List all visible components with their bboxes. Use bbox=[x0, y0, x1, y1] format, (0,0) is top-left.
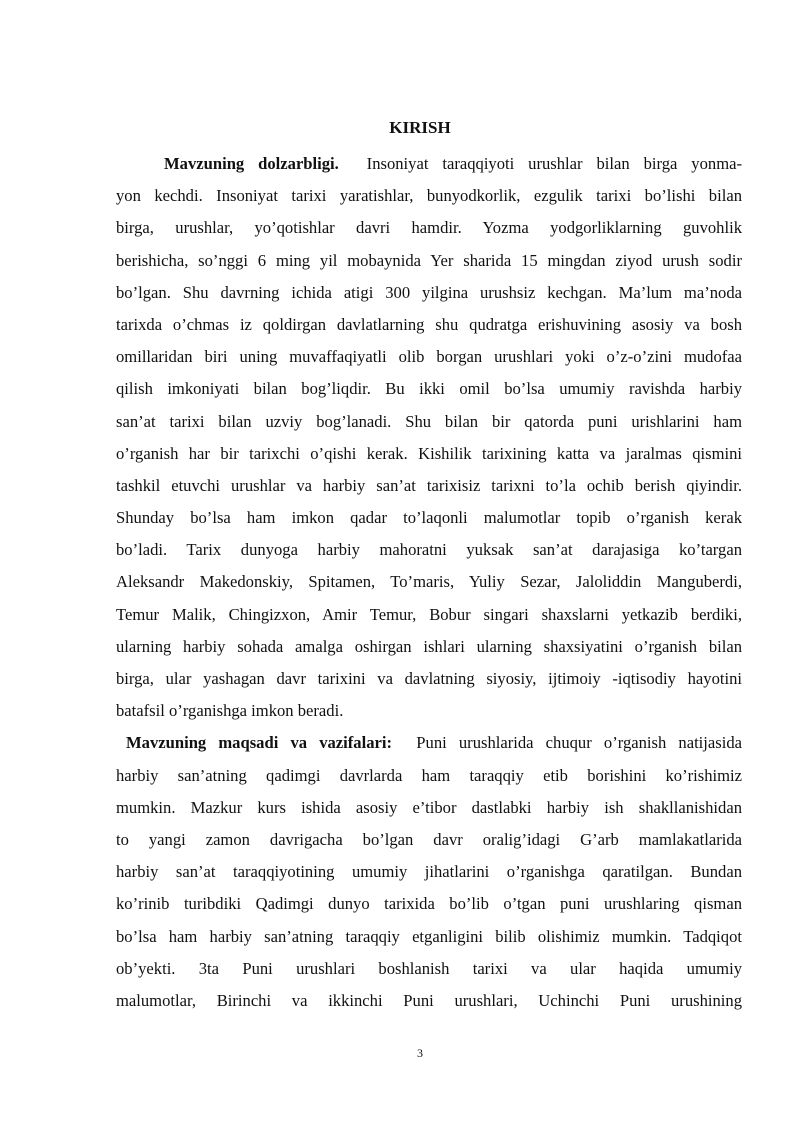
paragraph-line: ularning harbiy sohada amalga oshirgan ishlari ularning shaxsiyatini o’rganish bilan bbox=[116, 636, 742, 656]
paragraph-line: ob’yekti. 3ta Puni urushlari boshlanish tarixi va ular haqida umumiy bbox=[116, 958, 742, 978]
paragraph-line: Temur Malik, Chingizxon, Amir Temur, Bobur singari shaxslarni yetkazib berdiki, bbox=[116, 604, 742, 624]
paragraph-line: batafsil o’rganishga imkon beradi. bbox=[116, 701, 344, 721]
paragraph-lead: Mavzuning dolzarbligi. bbox=[164, 154, 339, 173]
section-heading: KIRISH bbox=[389, 118, 451, 137]
paragraph-line: Mavzuning maqsadi va vazifalari: Puni urushlarida chuqur o’rganish natijasida bbox=[126, 733, 742, 753]
document-body bbox=[116, 148, 742, 1017]
paragraph-line: san’at tarixi bilan uzviy bog’lanadi. Shu bilan bir qatorda puni urishlarini ham bbox=[116, 411, 742, 431]
paragraph-line: bo’ladi. Tarix dunyoga harbiy mahoratni yuksak san’at darajasiga ko’targan bbox=[116, 540, 742, 560]
paragraph-line: Shunday bo’lsa ham imkon qadar to’laqonli malumotlar topib o’rganish kerak bbox=[116, 508, 742, 528]
paragraph-line: harbiy san’atning qadimgi davrlarda ham taraqqiy etib borishini ko’rishimiz bbox=[116, 765, 742, 785]
paragraph-line: bo’lsa ham harbiy san’atning taraqqiy etganligini bilib olishimiz mumkin. Tadqiqot bbox=[116, 926, 742, 946]
paragraph-line: o’rganish har bir tarixchi o’qishi kerak. Kishilik tarixining katta va jaralmas qismini bbox=[116, 443, 742, 463]
paragraph-line: yon kechdi. Insoniyat tarixi yaratishlar, bunyodkorlik, ezgulik tarixi bo’lishi bilan bbox=[116, 186, 742, 206]
paragraph-line: birga, urushlar, yo’qotishlar davri hamdir. Yozma yodgorliklarning guvohlik bbox=[116, 218, 742, 238]
paragraph-line: tarixda o’chmas iz qoldirgan davlatlarning shu qudratga erishuvining asosiy va bosh bbox=[116, 314, 742, 334]
paragraph-line: qilish imkoniyati bilan bog’liqdir. Bu ikki omil bo’lsa umumiy ravishda harbiy bbox=[116, 379, 742, 399]
paragraph-line: omillaridan biri uning muvaffaqiyatli olib borgan urushlari yoki o’z-o’zini mudofaa bbox=[116, 347, 742, 367]
paragraph-line: mumkin. Mazkur kurs ishida asosiy e’tibor dastlabki harbiy ish shakllanishidan bbox=[116, 797, 742, 817]
paragraph-line: tashkil etuvchi urushlar va harbiy san’at tarixisiz tarixni to’la ochib berish qiyindir. bbox=[116, 475, 742, 495]
paragraph-line: to yangi zamon davrigacha bo’lgan davr oralig’idagi G’arb mamlakatlarida bbox=[116, 829, 742, 849]
paragraph-line: Aleksandr Makedonskiy, Spitamen, To’maris, Yuliy Sezar, Jaloliddin Manguberdi, bbox=[116, 572, 742, 592]
paragraph-line: Mavzuning dolzarbligi. Insoniyat taraqqiyoti urushlar bilan birga yonma- bbox=[164, 154, 742, 173]
paragraph-line: berishicha, so’nggi 6 ming yil mobaynida Yer sharida 15 mingdan ziyod urush sodir bbox=[116, 250, 742, 270]
paragraph-lead: Mavzuning maqsadi va vazifalari: bbox=[126, 733, 392, 753]
paragraph-line: ko’rinib turibdiki Qadimgi dunyo tarixida bo’lib o’tgan puni urushlaring qisman bbox=[116, 894, 742, 914]
paragraph-line: birga, ular yashagan davr tarixini va davlatning siyosiy, ijtimoiy -iqtisodiy hayotini bbox=[116, 669, 742, 688]
paragraph-line: bo’lgan. Shu davrning ichida atigi 300 yilgina urushsiz kechgan. Ma’lum ma’noda bbox=[116, 282, 742, 302]
paragraph-line: harbiy san’at taraqqiyotining umumiy jihatlarini o’rganishga qaratilgan. Bundan bbox=[116, 862, 742, 882]
page-number: 3 bbox=[417, 1046, 423, 1060]
paragraph-line: malumotlar, Birinchi va ikkinchi Puni urushlari, Uchinchi Puni urushining bbox=[116, 990, 742, 1010]
